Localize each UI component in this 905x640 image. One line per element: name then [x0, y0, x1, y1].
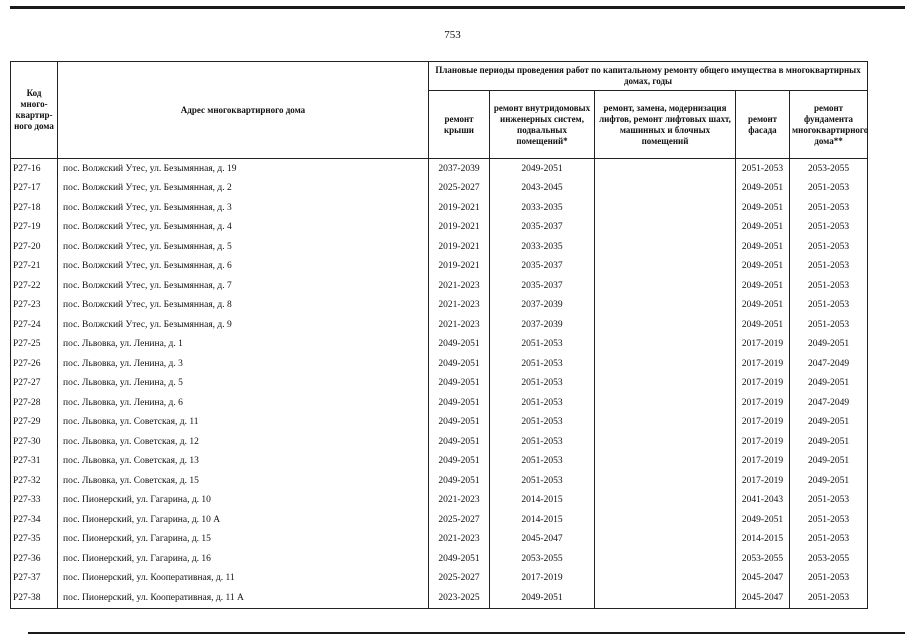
- cell-facade: 2051-2053: [736, 159, 790, 179]
- cell-roof: 2019-2021: [429, 237, 490, 257]
- header-facade: ремонт фасада: [736, 91, 790, 159]
- cell-systems: 2037-2039: [490, 315, 595, 335]
- table-row: [11, 354, 868, 374]
- cell-facade: 2049-2051: [736, 257, 790, 277]
- cell-systems: 2051-2053: [490, 471, 595, 491]
- cell-code: Р27-24: [11, 315, 58, 335]
- cell-lifts: [595, 335, 736, 355]
- cell-facade: 2045-2047: [736, 569, 790, 589]
- cell-address: пос. Львовка, ул. Советская, д. 12: [58, 432, 429, 452]
- table-row: [11, 471, 868, 491]
- cell-lifts: [595, 296, 736, 316]
- cell-foundation: 2051-2053: [790, 179, 868, 199]
- cell-facade: 2017-2019: [736, 393, 790, 413]
- cell-systems: 2033-2035: [490, 198, 595, 218]
- cell-code: Р27-31: [11, 452, 58, 472]
- cell-roof: 2025-2027: [429, 510, 490, 530]
- cell-foundation: 2049-2051: [790, 374, 868, 394]
- cell-roof: 2049-2051: [429, 432, 490, 452]
- table-row: [11, 335, 868, 355]
- table-row: [11, 276, 868, 296]
- cell-code: Р27-32: [11, 471, 58, 491]
- table-row: [11, 374, 868, 394]
- table-row: [11, 315, 868, 335]
- cell-foundation: 2051-2053: [790, 257, 868, 277]
- cell-foundation: 2049-2051: [790, 335, 868, 355]
- cell-foundation: 2049-2051: [790, 432, 868, 452]
- cell-foundation: 2051-2053: [790, 276, 868, 296]
- cell-lifts: [595, 471, 736, 491]
- cell-code: Р27-33: [11, 491, 58, 511]
- table-row: [11, 218, 868, 238]
- cell-roof: 2049-2051: [429, 549, 490, 569]
- page-number: 753: [444, 29, 461, 41]
- table-row: [11, 569, 868, 589]
- cell-foundation: 2051-2053: [790, 237, 868, 257]
- cell-foundation: 2051-2053: [790, 218, 868, 238]
- cell-code: Р27-26: [11, 354, 58, 374]
- bottom-rule: [28, 632, 905, 634]
- cell-address: пос. Львовка, ул. Ленина, д. 6: [58, 393, 429, 413]
- cell-facade: 2049-2051: [736, 315, 790, 335]
- cell-code: Р27-36: [11, 549, 58, 569]
- cell-roof: 2049-2051: [429, 471, 490, 491]
- cell-address: пос. Волжский Утес, ул. Безымянная, д. 5: [58, 237, 429, 257]
- cell-code: Р27-16: [11, 159, 58, 179]
- cell-code: Р27-23: [11, 296, 58, 316]
- cell-roof: 2021-2023: [429, 530, 490, 550]
- header-address: Адрес многоквартирного дома: [58, 62, 429, 159]
- table-row: [11, 549, 868, 569]
- cell-systems: 2043-2045: [490, 179, 595, 199]
- cell-address: пос. Волжский Утес, ул. Безымянная, д. 6: [58, 257, 429, 277]
- cell-roof: 2019-2021: [429, 198, 490, 218]
- cell-code: Р27-30: [11, 432, 58, 452]
- cell-facade: 2049-2051: [736, 198, 790, 218]
- cell-roof: 2021-2023: [429, 276, 490, 296]
- cell-systems: 2053-2055: [490, 549, 595, 569]
- cell-systems: 2051-2053: [490, 393, 595, 413]
- cell-systems: 2051-2053: [490, 413, 595, 433]
- cell-lifts: [595, 276, 736, 296]
- table-row: [11, 257, 868, 277]
- cell-address: пос. Львовка, ул. Ленина, д. 1: [58, 335, 429, 355]
- cell-lifts: [595, 530, 736, 550]
- table-row: [11, 198, 868, 218]
- cell-code: Р27-21: [11, 257, 58, 277]
- cell-address: пос. Волжский Утес, ул. Безымянная, д. 2: [58, 179, 429, 199]
- cell-code: Р27-17: [11, 179, 58, 199]
- header-periods: Плановые периоды проведения работ по капитальному ремонту общего имущества в многоквартирных домах, годы: [429, 62, 868, 91]
- cell-roof: 2037-2039: [429, 159, 490, 179]
- cell-address: пос. Пионерский, ул. Гагарина, д. 10: [58, 491, 429, 511]
- cell-foundation: 2053-2055: [790, 549, 868, 569]
- cell-facade: 2017-2019: [736, 374, 790, 394]
- table-row: [11, 413, 868, 433]
- cell-roof: 2019-2021: [429, 218, 490, 238]
- cell-address: пос. Волжский Утес, ул. Безымянная, д. 4: [58, 218, 429, 238]
- table-row: [11, 530, 868, 550]
- cell-foundation: 2051-2053: [790, 198, 868, 218]
- cell-roof: 2049-2051: [429, 374, 490, 394]
- cell-code: Р27-28: [11, 393, 58, 413]
- cell-address: пос. Львовка, ул. Советская, д. 15: [58, 471, 429, 491]
- cell-address: пос. Волжский Утес, ул. Безымянная, д. 9: [58, 315, 429, 335]
- cell-facade: 2049-2051: [736, 237, 790, 257]
- cell-lifts: [595, 413, 736, 433]
- cell-foundation: 2051-2053: [790, 588, 868, 608]
- cell-foundation: 2051-2053: [790, 296, 868, 316]
- cell-lifts: [595, 491, 736, 511]
- cell-foundation: 2051-2053: [790, 491, 868, 511]
- cell-facade: 2049-2051: [736, 276, 790, 296]
- cell-address: пос. Пионерский, ул. Гагарина, д. 15: [58, 530, 429, 550]
- cell-lifts: [595, 569, 736, 589]
- cell-foundation: 2049-2051: [790, 452, 868, 472]
- cell-facade: 2017-2019: [736, 432, 790, 452]
- cell-roof: 2049-2051: [429, 413, 490, 433]
- cell-lifts: [595, 315, 736, 335]
- cell-roof: 2025-2027: [429, 179, 490, 199]
- cell-systems: 2049-2051: [490, 588, 595, 608]
- cell-address: пос. Львовка, ул. Ленина, д. 3: [58, 354, 429, 374]
- table-row: [11, 510, 868, 530]
- cell-address: пос. Волжский Утес, ул. Безымянная, д. 19: [58, 159, 429, 179]
- cell-lifts: [595, 432, 736, 452]
- cell-foundation: 2051-2053: [790, 530, 868, 550]
- top-rule: [10, 6, 905, 9]
- cell-roof: 2021-2023: [429, 296, 490, 316]
- cell-lifts: [595, 393, 736, 413]
- cell-address: пос. Волжский Утес, ул. Безымянная, д. 3: [58, 198, 429, 218]
- cell-facade: 2053-2055: [736, 549, 790, 569]
- cell-foundation: 2049-2051: [790, 471, 868, 491]
- cell-roof: 2049-2051: [429, 452, 490, 472]
- cell-lifts: [595, 510, 736, 530]
- cell-foundation: 2051-2053: [790, 569, 868, 589]
- table-row: [11, 237, 868, 257]
- cell-address: пос. Львовка, ул. Ленина, д. 5: [58, 374, 429, 394]
- cell-foundation: 2047-2049: [790, 393, 868, 413]
- cell-code: Р27-34: [11, 510, 58, 530]
- cell-facade: 2014-2015: [736, 530, 790, 550]
- cell-lifts: [595, 159, 736, 179]
- table-row: [11, 179, 868, 199]
- cell-facade: 2017-2019: [736, 354, 790, 374]
- table-row: [11, 588, 868, 608]
- cell-roof: 2021-2023: [429, 491, 490, 511]
- cell-roof: 2049-2051: [429, 354, 490, 374]
- cell-foundation: 2053-2055: [790, 159, 868, 179]
- cell-systems: 2051-2053: [490, 432, 595, 452]
- cell-lifts: [595, 198, 736, 218]
- cell-lifts: [595, 549, 736, 569]
- cell-lifts: [595, 588, 736, 608]
- cell-lifts: [595, 374, 736, 394]
- cell-code: Р27-27: [11, 374, 58, 394]
- cell-roof: 2019-2021: [429, 257, 490, 277]
- cell-systems: 2035-2037: [490, 218, 595, 238]
- cell-foundation: 2051-2053: [790, 510, 868, 530]
- capital-repair-table: [10, 61, 868, 609]
- cell-lifts: [595, 218, 736, 238]
- cell-systems: 2049-2051: [490, 159, 595, 179]
- cell-systems: 2035-2037: [490, 257, 595, 277]
- cell-code: Р27-25: [11, 335, 58, 355]
- cell-roof: 2021-2023: [429, 315, 490, 335]
- cell-lifts: [595, 354, 736, 374]
- cell-facade: 2049-2051: [736, 179, 790, 199]
- cell-facade: 2049-2051: [736, 218, 790, 238]
- table-body: [11, 159, 868, 609]
- header-code: Код много-квартир-ного дома: [11, 62, 58, 159]
- cell-code: Р27-37: [11, 569, 58, 589]
- cell-systems: 2051-2053: [490, 452, 595, 472]
- header-lifts: ремонт, замена, модернизация лифтов, ремонт лифтовых шахт, машинных и блочных помещений: [595, 91, 736, 159]
- cell-facade: 2017-2019: [736, 471, 790, 491]
- cell-facade: 2017-2019: [736, 335, 790, 355]
- cell-systems: 2051-2053: [490, 374, 595, 394]
- cell-foundation: 2051-2053: [790, 315, 868, 335]
- cell-roof: 2049-2051: [429, 393, 490, 413]
- cell-code: Р27-29: [11, 413, 58, 433]
- table-row: [11, 159, 868, 179]
- cell-lifts: [595, 179, 736, 199]
- cell-systems: 2045-2047: [490, 530, 595, 550]
- cell-code: Р27-38: [11, 588, 58, 608]
- cell-systems: 2051-2053: [490, 354, 595, 374]
- cell-foundation: 2047-2049: [790, 354, 868, 374]
- cell-systems: 2014-2015: [490, 510, 595, 530]
- table-row: [11, 296, 868, 316]
- cell-lifts: [595, 237, 736, 257]
- cell-address: пос. Пионерский, ул. Гагарина, д. 16: [58, 549, 429, 569]
- cell-address: пос. Пионерский, ул. Кооперативная, д. 11 А: [58, 588, 429, 608]
- header-roof: ремонт крыши: [429, 91, 490, 159]
- cell-code: Р27-35: [11, 530, 58, 550]
- cell-address: пос. Пионерский, ул. Гагарина, д. 10 А: [58, 510, 429, 530]
- cell-address: пос. Львовка, ул. Советская, д. 11: [58, 413, 429, 433]
- cell-foundation: 2049-2051: [790, 413, 868, 433]
- cell-address: пос. Волжский Утес, ул. Безымянная, д. 8: [58, 296, 429, 316]
- header-foundation: ремонт фундамента многоквартирного дома**: [790, 91, 868, 159]
- cell-roof: 2049-2051: [429, 335, 490, 355]
- table-row: [11, 491, 868, 511]
- cell-code: Р27-22: [11, 276, 58, 296]
- cell-code: Р27-19: [11, 218, 58, 238]
- cell-facade: 2041-2043: [736, 491, 790, 511]
- cell-systems: 2035-2037: [490, 276, 595, 296]
- cell-roof: 2025-2027: [429, 569, 490, 589]
- cell-facade: 2017-2019: [736, 452, 790, 472]
- cell-lifts: [595, 452, 736, 472]
- cell-facade: 2017-2019: [736, 413, 790, 433]
- cell-lifts: [595, 257, 736, 277]
- cell-systems: 2037-2039: [490, 296, 595, 316]
- cell-facade: 2049-2051: [736, 296, 790, 316]
- cell-facade: 2045-2047: [736, 588, 790, 608]
- cell-code: Р27-20: [11, 237, 58, 257]
- header-systems: ремонт внутридомовых инженерных систем, подвальных помещений*: [490, 91, 595, 159]
- table-row: [11, 432, 868, 452]
- cell-address: пос. Пионерский, ул. Кооперативная, д. 11: [58, 569, 429, 589]
- cell-systems: 2033-2035: [490, 237, 595, 257]
- table-row: [11, 393, 868, 413]
- cell-address: пос. Волжский Утес, ул. Безымянная, д. 7: [58, 276, 429, 296]
- cell-roof: 2023-2025: [429, 588, 490, 608]
- cell-facade: 2049-2051: [736, 510, 790, 530]
- cell-systems: 2014-2015: [490, 491, 595, 511]
- cell-systems: 2051-2053: [490, 335, 595, 355]
- cell-systems: 2017-2019: [490, 569, 595, 589]
- table-row: [11, 452, 868, 472]
- cell-code: Р27-18: [11, 198, 58, 218]
- cell-address: пос. Львовка, ул. Советская, д. 13: [58, 452, 429, 472]
